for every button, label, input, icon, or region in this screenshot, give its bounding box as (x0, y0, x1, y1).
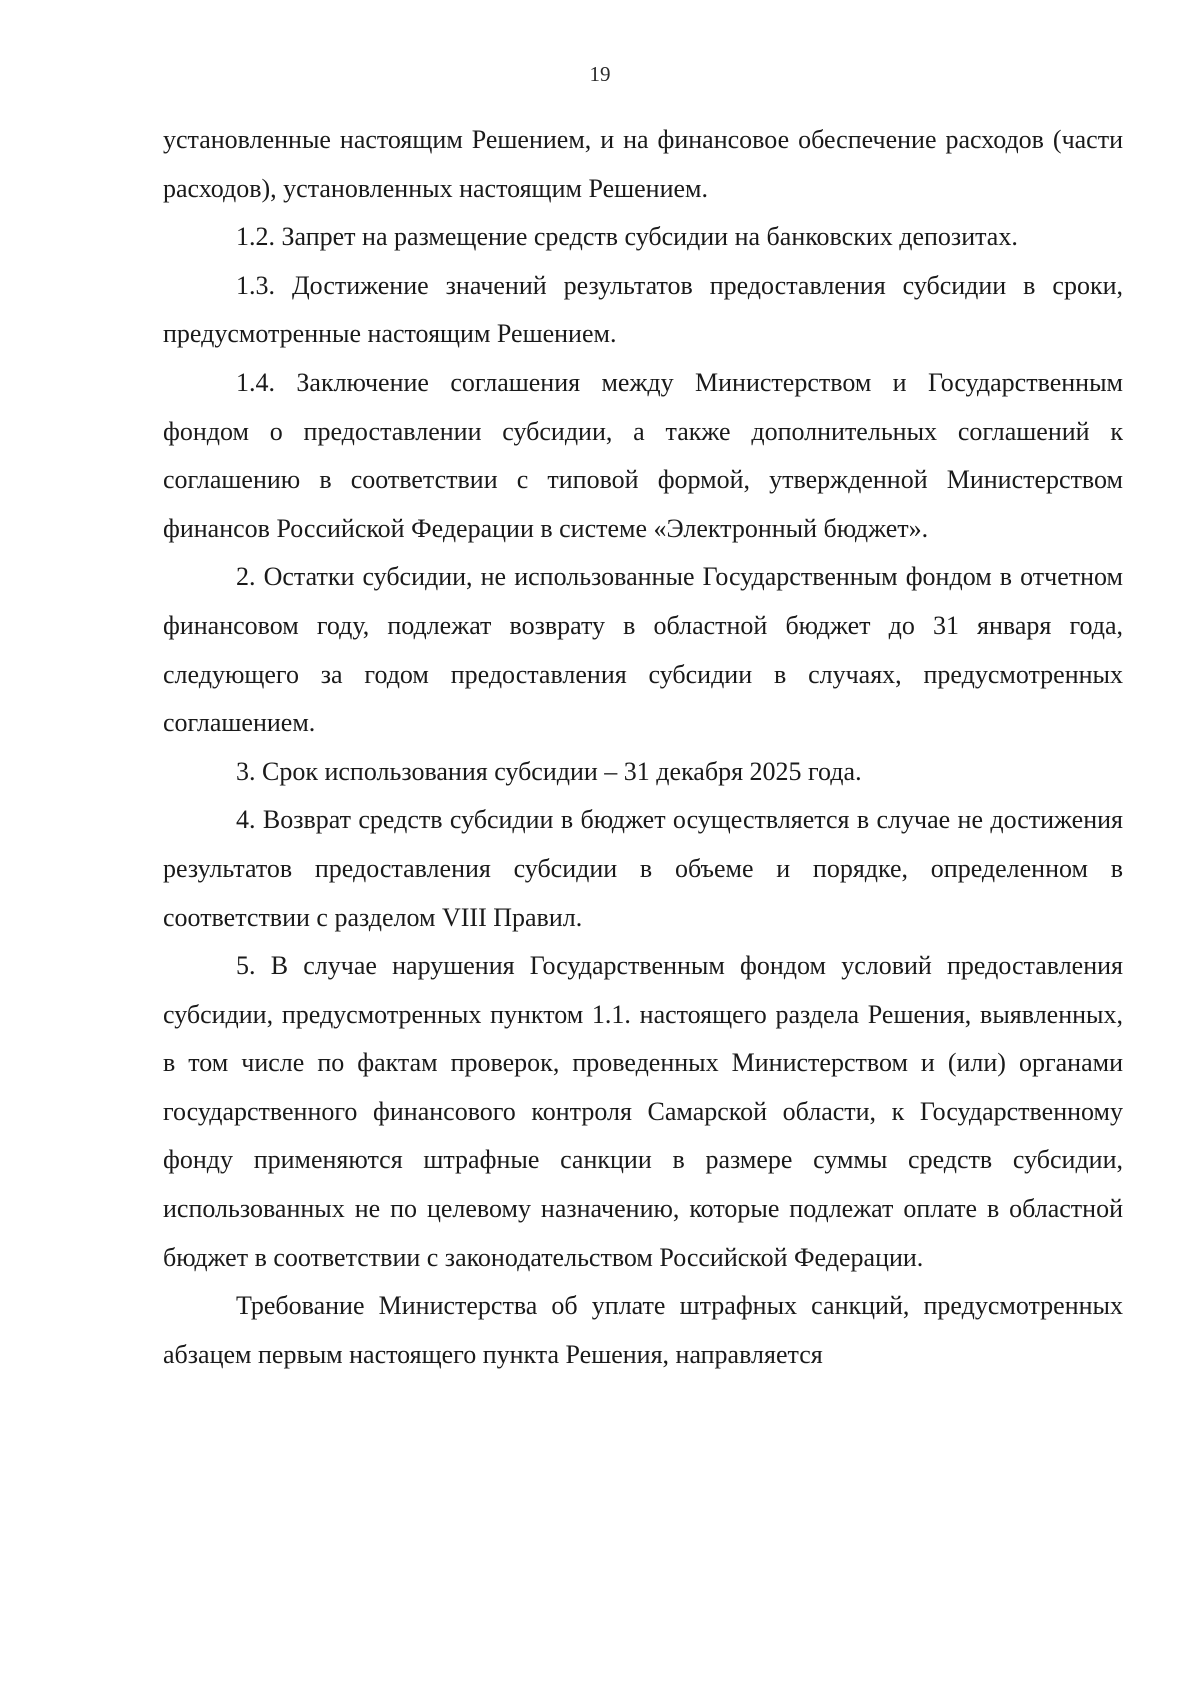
document-body (163, 116, 1123, 1379)
page-number: 19 (589, 62, 611, 86)
paragraph-4: 4. Возврат средств субсидии в бюджет осуществляется в случае не достижения результатов предоставления субсидии в объеме и порядке, определенном в соответствии с разделом VIII Правил. (163, 805, 1123, 932)
paragraph-continuation: установленные настоящим Решением, и на финансовое обеспечение расходов (части расходов), установленных настоящим Решением. (163, 125, 1123, 203)
paragraph-2: 2. Остатки субсидии, не использованные Государственным фондом в отчетном финансовом году, подлежат возврату в областной бюджет до 31 января года, следующего за годом предоставления субсидии в случаях, предусмотренных соглашением. (163, 562, 1123, 738)
paragraph-1-4: 1.4. Заключение соглашения между Министерством и Государственным фондом о предоставлении субсидии, а также дополнительных соглашений к соглашению в соответствии с типовой формой, утвержденной Министерством финансов Российской Федерации в системе «Электронный бюджет». (163, 367, 1123, 543)
paragraph-1-3: 1.3. Достижение значений результатов предоставления субсидии в сроки, предусмотренные настоящим Решением. (163, 270, 1123, 349)
paragraph-1-2: 1.2. Запрет на размещение средств субсидии на банковских депозитах. (236, 222, 1018, 252)
paragraph-5: 5. В случае нарушения Государственным фондом условий предоставления субсидии, предусмотренных пунктом 1.1. настоящего раздела Решения, выявленных, в том числе по фактам проверок, проведенных Министерством и (или) органами государственного финансового контроля Самарской области, к Государственному фонду применяются штрафные санкции в размере суммы средств субсидии, использованных не по целевому назначению, которые подлежат оплате в областной бюджет в соответствии с законодательством Российской Федерации. (163, 951, 1123, 1272)
paragraph-3: 3. Срок использования субсидии – 31 декабря 2025 года. (236, 756, 862, 786)
paragraph-5-requirement: Требование Министерства об уплате штрафных санкций, предусмотренных абзацем первым настоящего пункта Решения, направляется (163, 1291, 1123, 1369)
